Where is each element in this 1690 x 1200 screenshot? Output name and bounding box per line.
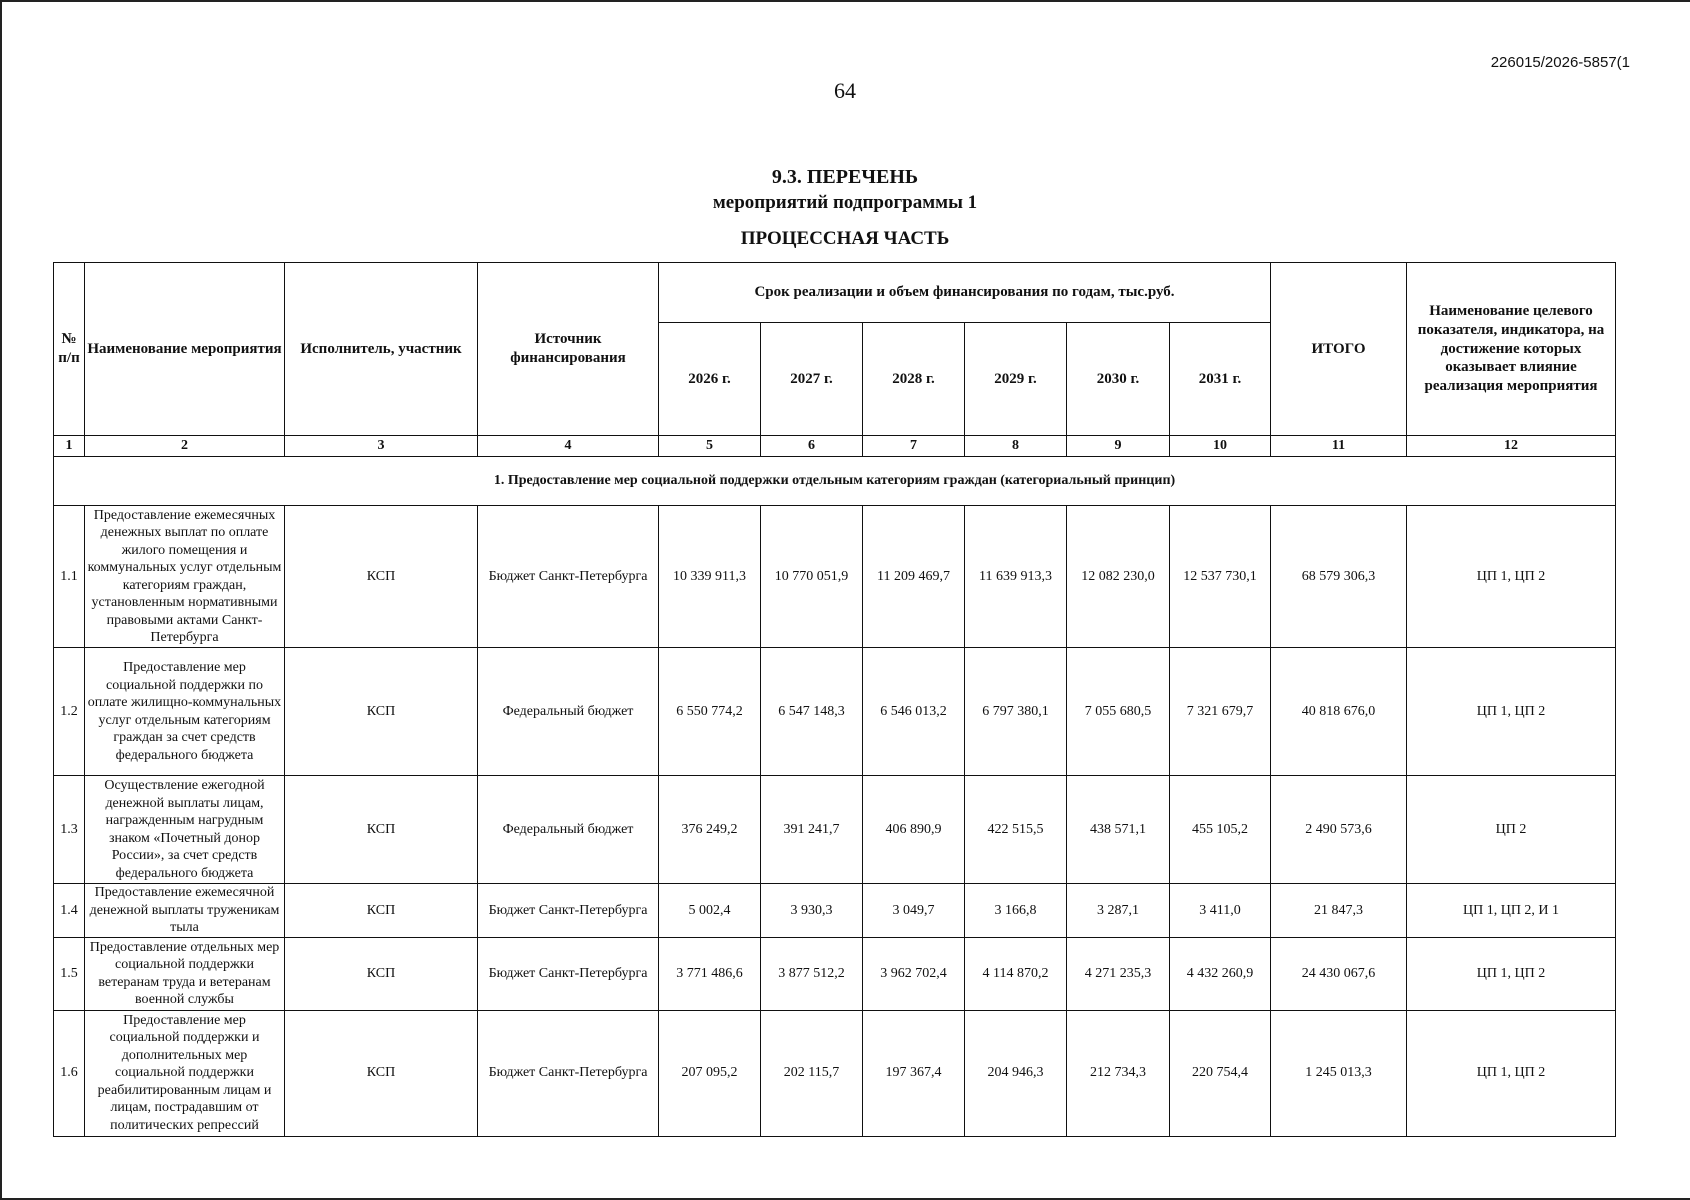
executor: КСП: [285, 648, 478, 776]
row-number: 1.2: [54, 648, 85, 776]
page-number: 64: [834, 78, 856, 103]
row-number: 1.5: [54, 937, 85, 1010]
total-value: 2 490 573,6: [1271, 776, 1407, 884]
column-numbers-row: [54, 436, 1616, 457]
year-value: 4 114 870,2: [965, 937, 1067, 1010]
table-row: [54, 884, 1616, 938]
indicator: ЦП 2: [1407, 776, 1616, 884]
column-number: 9: [1067, 436, 1170, 457]
year-value: 10 339 911,3: [659, 506, 761, 648]
year-value: 11 639 913,3: [965, 506, 1067, 648]
section-title: 1. Предоставление мер социальной поддержки отдельным категориям граждан (категориальный принцип): [54, 457, 1616, 506]
measure-name: Предоставление мер социальной поддержки и дополнительных мер социальной поддержки реабилитированным лицам и лицам, пострадавшим от политических репрессий: [85, 1010, 285, 1136]
section-row: [54, 457, 1616, 506]
year-value: 3 166,8: [965, 884, 1067, 938]
column-number: 11: [1271, 436, 1407, 457]
total-value: 40 818 676,0: [1271, 648, 1407, 776]
year-value: 3 411,0: [1170, 884, 1271, 938]
year-value: 6 547 148,3: [761, 648, 863, 776]
column-number: 10: [1170, 436, 1271, 457]
year-value: 455 105,2: [1170, 776, 1271, 884]
header-year: 2029 г.: [965, 323, 1067, 436]
column-number: 4: [478, 436, 659, 457]
indicator: ЦП 1, ЦП 2, И 1: [1407, 884, 1616, 938]
indicator: ЦП 1, ЦП 2: [1407, 506, 1616, 648]
column-number: 1: [54, 436, 85, 457]
header-year: 2026 г.: [659, 323, 761, 436]
header-num: № п/п: [54, 263, 85, 436]
header-year: 2027 г.: [761, 323, 863, 436]
row-number: 1.3: [54, 776, 85, 884]
executor: КСП: [285, 506, 478, 648]
year-value: 3 771 486,6: [659, 937, 761, 1010]
executor: КСП: [285, 776, 478, 884]
year-value: 3 962 702,4: [863, 937, 965, 1010]
measure-name: Предоставление мер социальной поддержки по оплате жилищно-коммунальных услуг отдельным категориям граждан за счет средств федерального бюджета: [85, 648, 285, 776]
total-value: 1 245 013,3: [1271, 1010, 1407, 1136]
year-value: 5 002,4: [659, 884, 761, 938]
year-value: 3 287,1: [1067, 884, 1170, 938]
indicator: ЦП 1, ЦП 2: [1407, 1010, 1616, 1136]
executor: КСП: [285, 1010, 478, 1136]
funding-source: Федеральный бюджет: [478, 648, 659, 776]
year-value: 3 877 512,2: [761, 937, 863, 1010]
column-number: 3: [285, 436, 478, 457]
year-value: 422 515,5: [965, 776, 1067, 884]
year-value: 4 432 260,9: [1170, 937, 1271, 1010]
header-indicator: Наименование целевого показателя, индикатора, на достижение которых оказывает влияние реализация мероприятия: [1407, 263, 1616, 436]
executor: КСП: [285, 937, 478, 1010]
year-value: 7 055 680,5: [1067, 648, 1170, 776]
header-year: 2031 г.: [1170, 323, 1271, 436]
column-number: 7: [863, 436, 965, 457]
header-year: 2030 г.: [1067, 323, 1170, 436]
column-number: 5: [659, 436, 761, 457]
column-number: 12: [1407, 436, 1616, 457]
table-row: [54, 1010, 1616, 1136]
row-number: 1.1: [54, 506, 85, 648]
year-value: 197 367,4: [863, 1010, 965, 1136]
year-value: 406 890,9: [863, 776, 965, 884]
executor: КСП: [285, 884, 478, 938]
total-value: 68 579 306,3: [1271, 506, 1407, 648]
year-value: 207 095,2: [659, 1010, 761, 1136]
funding-source: Бюджет Санкт-Петербурга: [478, 884, 659, 938]
table-row: [54, 506, 1616, 648]
table-row: [54, 937, 1616, 1010]
total-value: 24 430 067,6: [1271, 937, 1407, 1010]
header-source: Источник финансирования: [478, 263, 659, 436]
measure-name: Осуществление ежегодной денежной выплаты лицам, награжденным нагрудным знаком «Почетный донор России», за счет средств федерального бюджета: [85, 776, 285, 884]
measure-name: Предоставление ежемесячных денежных выплат по оплате жилого помещения и коммунальных услуг отдельным категориям граждан, установленным нормативными правовыми актами Санкт-Петербурга: [85, 506, 285, 648]
header-period: Срок реализации и объем финансирования по годам, тыс.руб.: [659, 263, 1271, 323]
header-total: ИТОГО: [1271, 263, 1407, 436]
funding-source: Бюджет Санкт-Петербурга: [478, 1010, 659, 1136]
year-value: 220 754,4: [1170, 1010, 1271, 1136]
total-value: 21 847,3: [1271, 884, 1407, 938]
measures-table: [53, 262, 1616, 1137]
year-value: 376 249,2: [659, 776, 761, 884]
year-value: 3 930,3: [761, 884, 863, 938]
table-row: [54, 648, 1616, 776]
year-value: 7 321 679,7: [1170, 648, 1271, 776]
table-row: [54, 776, 1616, 884]
indicator: ЦП 1, ЦП 2: [1407, 937, 1616, 1010]
row-number: 1.6: [54, 1010, 85, 1136]
year-value: 12 537 730,1: [1170, 506, 1271, 648]
part-title: ПРОЦЕССНАЯ ЧАСТЬ: [740, 228, 950, 249]
year-value: 204 946,3: [965, 1010, 1067, 1136]
funding-source: Федеральный бюджет: [478, 776, 659, 884]
document-title: 9.3. ПЕРЕЧЕНЬ: [771, 166, 919, 188]
row-number: 1.4: [54, 884, 85, 938]
year-value: 438 571,1: [1067, 776, 1170, 884]
measure-name: Предоставление отдельных мер социальной поддержки ветеранам труда и ветеранам военной службы: [85, 937, 285, 1010]
year-value: 6 797 380,1: [965, 648, 1067, 776]
header-executor: Исполнитель, участник: [285, 263, 478, 436]
year-value: 10 770 051,9: [761, 506, 863, 648]
document-id: 226015/2026-5857(1: [1490, 54, 1630, 71]
year-value: 6 550 774,2: [659, 648, 761, 776]
funding-source: Бюджет Санкт-Петербурга: [478, 937, 659, 1010]
year-value: 4 271 235,3: [1067, 937, 1170, 1010]
year-value: 391 241,7: [761, 776, 863, 884]
year-value: 6 546 013,2: [863, 648, 965, 776]
measure-name: Предоставление ежемесячной денежной выплаты труженикам тыла: [85, 884, 285, 938]
document-subtitle: мероприятий подпрограммы 1: [712, 192, 978, 213]
indicator: ЦП 1, ЦП 2: [1407, 648, 1616, 776]
funding-source: Бюджет Санкт-Петербурга: [478, 506, 659, 648]
year-value: 212 734,3: [1067, 1010, 1170, 1136]
year-value: 11 209 469,7: [863, 506, 965, 648]
column-number: 2: [85, 436, 285, 457]
header-name: Наименование мероприятия: [85, 263, 285, 436]
year-value: 12 082 230,0: [1067, 506, 1170, 648]
year-value: 202 115,7: [761, 1010, 863, 1136]
column-number: 6: [761, 436, 863, 457]
year-value: 3 049,7: [863, 884, 965, 938]
header-year: 2028 г.: [863, 323, 965, 436]
column-number: 8: [965, 436, 1067, 457]
